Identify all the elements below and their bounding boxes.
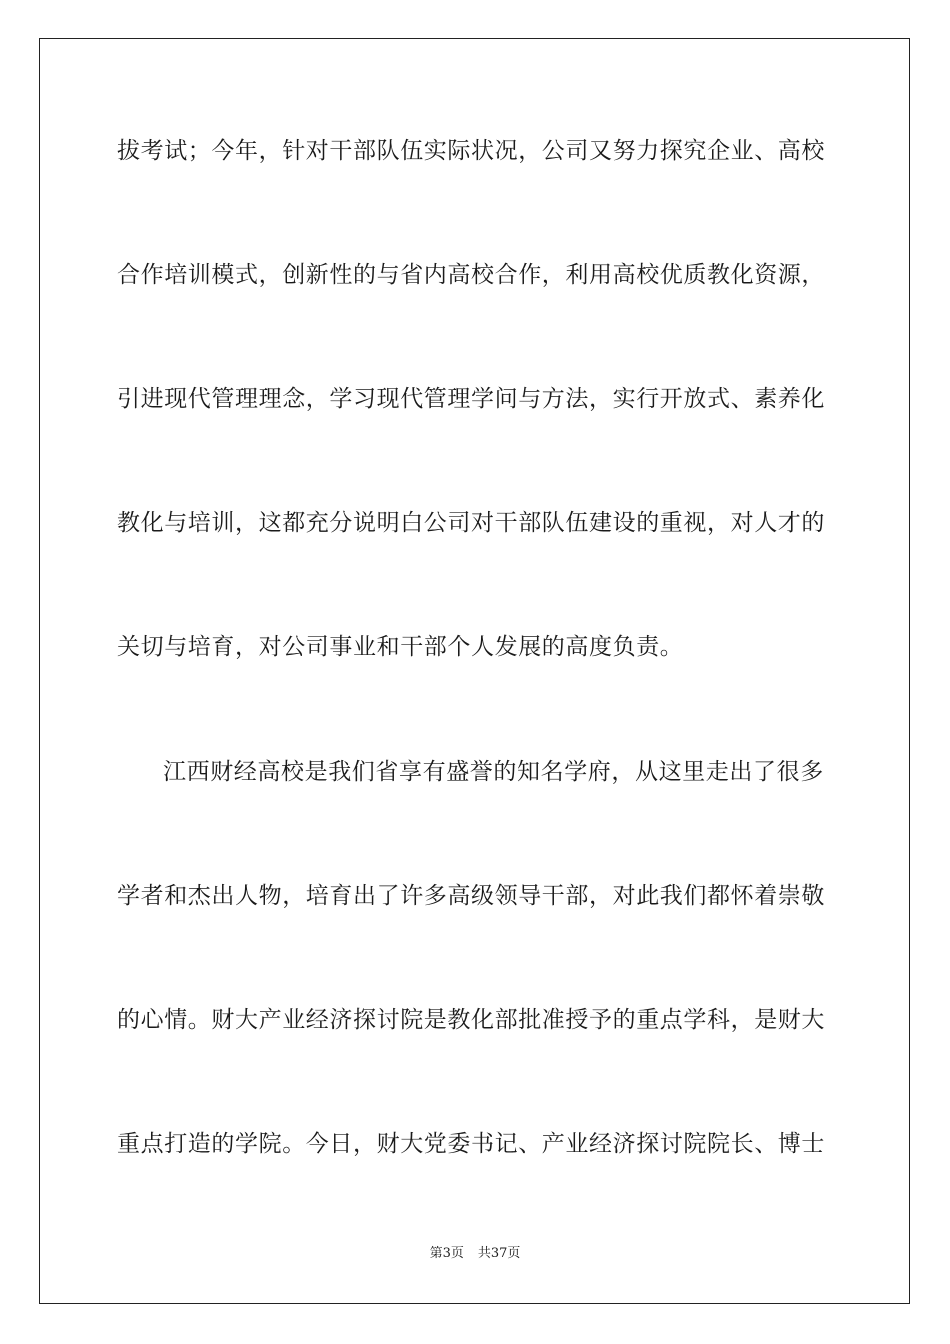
paragraph-2-line-4: 重点打造的学院。今日，财大党委书记、产业经济探讨院院长、博士 [117,1131,825,1157]
paragraph-1-line-2: 合作培训模式，创新性的与省内高校合作，利用高校优质教化资源， [117,262,825,288]
total-pages: 共37页 [477,1246,521,1261]
paragraph-2-line-1: 江西财经高校是我们省享有盛誉的知名学府，从这里走出了很多 [163,759,824,785]
paragraph-1-line-5: 关切与培育，对公司事业和干部个人发展的高度负责。 [117,634,684,660]
paragraph-1-line-3: 引进现代管理理念，学习现代管理学问与方法，实行开放式、素养化 [117,386,825,412]
page-number: 第3页 [429,1246,464,1261]
paragraph-2-line-2: 学者和杰出人物，培育出了许多高级领导干部，对此我们都怀着崇敬 [117,883,825,909]
page-footer [0,1245,950,1263]
paragraph-1-line-4: 教化与培训，这都充分说明白公司对干部队伍建设的重视，对人才的 [117,510,825,536]
page-border [39,38,910,1304]
paragraph-2-line-3: 的心情。财大产业经济探讨院是教化部批准授予的重点学科，是财大 [117,1007,825,1033]
paragraph-1-line-1: 拔考试；今年，针对干部队伍实际状况，公司又努力探究企业、高校 [117,138,825,164]
